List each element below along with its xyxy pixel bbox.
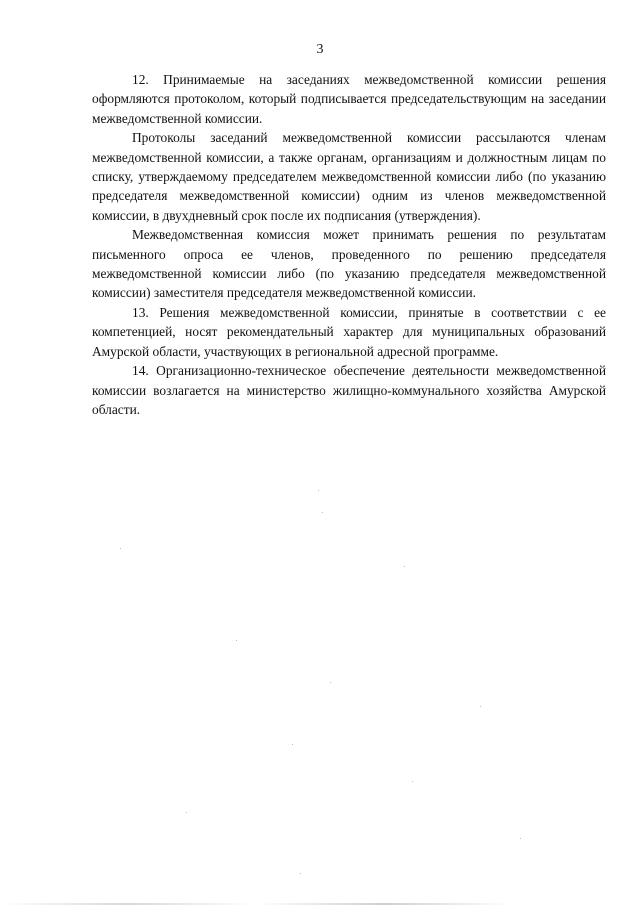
paragraph-written-poll: Межведомственная комиссия может принимать решения по результатам письменного опроса ее членов, проведенного по решению председателя межведомственной комиссии либо (по указанию председателя межведомственной комиссии) заместителя председателя межведомственной комиссии. (92, 227, 606, 301)
paragraph-protocol-distribution: Протоколы заседаний межведомственной комиссии рассылаются членам межведомственной комиссии, а также органам, организациям и должностным лицам по списку, утверждаемому председателем межведомственной комиссии либо (по указанию председателя межведомственной комиссии) одним из членов межведомственной комиссии, в двухдневный срок после их подписания (утверждения). (92, 130, 606, 223)
paragraph-item-13: 13. Решения межведомственной комиссии, принятые в соответствии с ее компетенцией, носят рекомендательный характер для муниципальных образований Амурской области, участвующих в региональной адресной программе. (92, 304, 606, 359)
document-body (92, 70, 606, 419)
paragraph-item-14: 14. Организационно-техническое обеспечение деятельности межведомственной комиссии возлагается на министерство жилищно-коммунального хозяйства Амурской области. (92, 363, 606, 417)
paragraph-item-12: 12. Принимаемые на заседаниях межведомственной комиссии решения оформляются протоколом, который подписывается председательствующим на заседании межведомственной комиссии. (92, 72, 606, 126)
page-number: 3 (316, 42, 324, 57)
